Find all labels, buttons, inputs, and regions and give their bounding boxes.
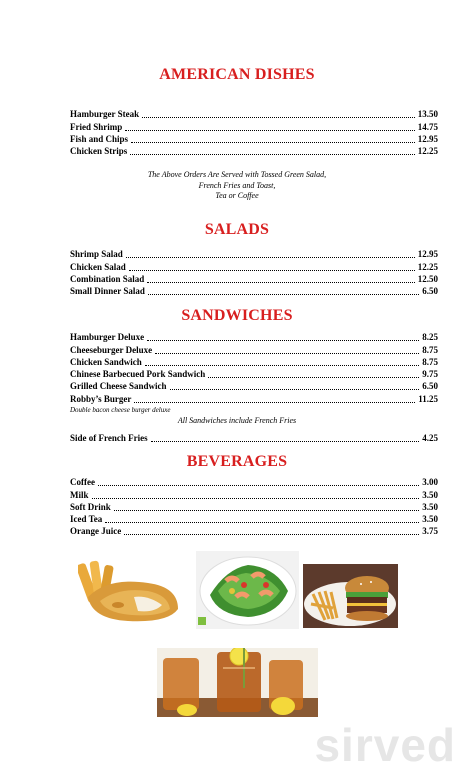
menu-item-price: 3.00 — [422, 477, 438, 488]
dot-leader — [134, 401, 415, 403]
menu-item-price: 8.25 — [422, 332, 438, 343]
menu-item-row — [70, 501, 438, 513]
menu-item-price: 11.25 — [418, 393, 438, 404]
menu-item-row — [70, 513, 438, 525]
fries-note: All Sandwiches include French Fries — [177, 416, 297, 425]
menu-item-price: 14.75 — [417, 121, 438, 132]
american-dishes-list — [70, 108, 438, 157]
menu-item-row — [70, 368, 438, 380]
dot-leader — [130, 153, 414, 155]
menu-item-price: 12.25 — [417, 261, 438, 272]
menu-item-row — [70, 476, 438, 488]
sirved-watermark: sirved — [314, 719, 456, 771]
menu-item-price: 6.50 — [422, 381, 438, 392]
menu-item-row — [70, 343, 438, 355]
dot-leader — [131, 141, 415, 143]
menu-item-price: 6.50 — [422, 286, 438, 297]
fish-and-chips-photo — [78, 557, 184, 627]
note-line: The Above Orders Are Served with Tossed Green Salad, — [147, 170, 327, 179]
burger-and-fries-photo — [303, 564, 398, 628]
dot-leader — [145, 364, 419, 366]
burger-note: Double bacon cheese burger deluxe — [70, 406, 171, 414]
menu-item-price: 12.95 — [417, 133, 438, 144]
note-line: Tea or Coffee — [215, 191, 259, 200]
dot-leader — [114, 509, 419, 511]
menu-item-name: Hamburger Steak — [70, 109, 140, 120]
menu-item-price: 12.25 — [417, 146, 438, 157]
beverages-title: BEVERAGES — [186, 453, 288, 470]
menu-item-price: 4.25 — [422, 433, 438, 444]
menu-item-name: Chicken Strips — [70, 146, 128, 157]
menu-item-row — [70, 432, 438, 444]
menu-item-price: 12.95 — [417, 249, 438, 260]
menu-item-row — [70, 108, 438, 120]
menu-item-row — [70, 133, 438, 145]
menu-item-name: Chicken Salad — [70, 261, 126, 272]
dot-leader — [124, 533, 419, 535]
dot-leader — [147, 339, 419, 341]
menu-item-row — [70, 285, 438, 297]
menu-item-name: Shrimp Salad — [70, 249, 123, 260]
menu-item-price: 3.75 — [422, 526, 438, 537]
menu-item-name: Milk — [70, 489, 89, 500]
menu-item-price: 3.50 — [422, 489, 438, 500]
dot-leader — [155, 352, 419, 354]
iced-tea-photo — [157, 648, 318, 717]
menu-item-row — [70, 145, 438, 157]
menu-item-name: Small Dinner Salad — [70, 286, 145, 297]
note-line: French Fries and Toast, — [198, 180, 276, 190]
menu-item-name: Side of French Fries — [70, 433, 148, 444]
sandwiches-title: SANDWICHES — [181, 307, 293, 324]
dot-leader — [148, 293, 419, 295]
menu-item-name: Fish and Chips — [70, 133, 129, 144]
menu-item-row — [70, 488, 438, 500]
menu-item-price: 9.75 — [422, 369, 438, 380]
menu-item-name: Iced Tea — [70, 514, 103, 525]
menu-item-row — [70, 120, 438, 132]
dot-leader — [105, 521, 419, 523]
menu-item-price: 8.75 — [422, 344, 438, 355]
dot-leader — [92, 497, 420, 499]
menu-item-name: Chicken Sandwich — [70, 356, 142, 367]
menu-item-price: 12.50 — [417, 273, 438, 284]
menu-item-name: Soft Drink — [70, 501, 111, 512]
menu-item-row — [70, 260, 438, 272]
menu-item-row — [70, 273, 438, 285]
menu-item-name: Cheeseburger Deluxe — [70, 344, 153, 355]
dot-leader — [170, 388, 420, 390]
dot-leader — [129, 269, 415, 271]
dot-leader — [125, 129, 414, 131]
menu-item-row — [70, 525, 438, 537]
menu-item-name: Chinese Barbecued Pork Sandwich — [70, 369, 206, 380]
dot-leader — [208, 376, 419, 378]
menu-item-row — [70, 380, 438, 392]
menu-item-name: Hamburger Deluxe — [70, 332, 145, 343]
menu-item-row — [70, 248, 438, 260]
dot-leader — [126, 256, 415, 258]
menu-item-name: Combination Salad — [70, 273, 145, 284]
menu-item-name: Orange Juice — [70, 526, 122, 537]
menu-item-row — [70, 356, 438, 368]
menu-item-name: Fried Shrimp — [70, 121, 123, 132]
menu-item-price: 8.75 — [422, 356, 438, 367]
dot-leader — [98, 484, 419, 486]
menu-item-row — [70, 331, 438, 343]
american-dishes-title: AMERICAN DISHES — [159, 66, 315, 83]
sandwiches-list — [70, 331, 438, 405]
menu-item-price: 3.50 — [422, 501, 438, 512]
american-dishes-note — [0, 170, 474, 202]
menu-item-price: 3.50 — [422, 514, 438, 525]
menu-item-name: Grilled Cheese Sandwich — [70, 381, 167, 392]
menu-item-price: 13.50 — [417, 109, 438, 120]
salads-title: SALADS — [204, 221, 270, 238]
menu-item-name: Robby’s Burger — [70, 393, 132, 404]
menu-item-row — [70, 392, 438, 404]
dot-leader — [151, 440, 420, 442]
menu-item-name: Coffee — [70, 477, 95, 488]
salads-list — [70, 248, 438, 297]
side-of-fries-row-wrap — [70, 432, 438, 444]
dot-leader — [147, 281, 414, 283]
shrimp-salad-photo — [196, 551, 299, 629]
beverages-list — [70, 476, 438, 537]
dot-leader — [142, 116, 415, 118]
